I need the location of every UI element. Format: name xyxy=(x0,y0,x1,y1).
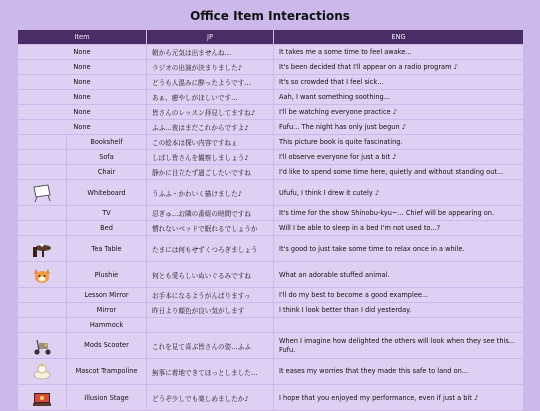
table-row xyxy=(18,288,523,302)
table-row xyxy=(18,150,523,164)
item-name: None xyxy=(18,45,146,59)
table-row xyxy=(18,206,523,220)
item-name: Sofa xyxy=(67,150,146,164)
item-icon-cell xyxy=(18,262,66,287)
table-header-row xyxy=(18,30,523,44)
item-name: Plushie xyxy=(67,262,146,287)
table-row xyxy=(18,318,523,332)
column-header-item: Item xyxy=(18,30,146,44)
jp-line: しばし皆さんを観察しましょう♪ xyxy=(147,150,273,164)
jp-line: 朝から元気は出ませんね… xyxy=(147,45,273,59)
jp-line: ふふ…夜はまだこれからですよ♪ xyxy=(147,120,273,134)
icon-cell-empty xyxy=(18,165,66,179)
jp-line: 皆さんのレッスン拝見してますね♪ xyxy=(147,105,273,119)
table-row xyxy=(18,120,523,134)
table-row xyxy=(18,60,523,74)
table-row xyxy=(18,90,523,104)
table-row xyxy=(18,135,523,149)
jp-line xyxy=(147,318,273,332)
item-name: Illusion Stage xyxy=(67,385,146,410)
eng-line: I think I look better than I did yesterday. xyxy=(274,303,523,317)
eng-line: I'll be watching everyone practice ♪ xyxy=(274,105,523,119)
jp-line: これを見て喜ぶ皆さんの姿…ふふ xyxy=(147,333,273,358)
item-icon-cell xyxy=(18,385,66,410)
jp-line: 何とも愛らしいぬいぐるみですね xyxy=(147,262,273,287)
jp-line: 慣れないベッドで眠れるでしょうか xyxy=(147,221,273,235)
eng-line: It takes me a some time to feel awake... xyxy=(274,45,523,59)
icon-cell-empty xyxy=(18,150,66,164)
eng-line: Ufufu, I think I drew it cutely ♪ xyxy=(274,180,523,205)
item-name: Tea Table xyxy=(67,236,146,261)
item-name: TV xyxy=(67,206,146,220)
item-icon-cell xyxy=(18,180,66,205)
item-name: Mascot Trampoline xyxy=(67,359,146,384)
item-interactions-table xyxy=(17,29,524,411)
item-icon-cell xyxy=(18,359,66,384)
item-name: None xyxy=(18,105,146,119)
whiteboard-icon xyxy=(31,183,53,203)
table-row xyxy=(18,385,523,410)
table-row xyxy=(18,333,523,358)
jp-line: 静かに目立たず過ごしたいですね xyxy=(147,165,273,179)
jp-line: うふふ・かわいく描けました♪ xyxy=(147,180,273,205)
table-row xyxy=(18,303,523,317)
eng-line: Aah, I want something soothing... xyxy=(274,90,523,104)
trampoline-icon xyxy=(31,362,53,382)
item-name: None xyxy=(18,75,146,89)
table-row xyxy=(18,262,523,287)
page-title: Office Item Interactions xyxy=(190,9,350,23)
item-icon-cell xyxy=(18,236,66,261)
jp-line: どうぞ少しでも楽しめましたか♪ xyxy=(147,385,273,410)
tea-table-icon xyxy=(31,239,53,259)
column-header-jp: JP xyxy=(147,30,273,44)
item-name: None xyxy=(18,60,146,74)
jp-line: どうも人混みに酔ったようです… xyxy=(147,75,273,89)
icon-cell-empty xyxy=(18,221,66,235)
eng-line: I'll do my best to become a good examplee... xyxy=(274,288,523,302)
plushie-icon xyxy=(31,265,53,285)
icon-cell-empty xyxy=(18,318,66,332)
table-row xyxy=(18,75,523,89)
item-name: Lesson Mirror xyxy=(67,288,146,302)
eng-line xyxy=(274,318,523,332)
icon-cell-empty xyxy=(18,288,66,302)
jp-line: ラジオの出演が決まりました♪ xyxy=(147,60,273,74)
table-row xyxy=(18,359,523,384)
jp-line: 無事に着地できてほっとしました… xyxy=(147,359,273,384)
table-row xyxy=(18,221,523,235)
item-name: Bed xyxy=(67,221,146,235)
jp-line: 昨日より顔色が良い気がします xyxy=(147,303,273,317)
item-name: Hammock xyxy=(67,318,146,332)
jp-line: この絵本は探い内容ですねぇ xyxy=(147,135,273,149)
eng-line: What an adorable stuffed animal. xyxy=(274,262,523,287)
icon-cell-empty xyxy=(18,135,66,149)
eng-line: This picture book is quite fascinating. xyxy=(274,135,523,149)
eng-line: It's been decided that I'll appear on a radio program ♪ xyxy=(274,60,523,74)
icon-cell-empty xyxy=(18,206,66,220)
eng-line: It's good to just take some time to relax once in a while. xyxy=(274,236,523,261)
eng-line: I'd like to spend some time here, quietly and without standing out... xyxy=(274,165,523,179)
eng-line: Will I be able to sleep in a bed I'm not used to...? xyxy=(274,221,523,235)
eng-line: It's time for the show Shinobu-kyu~... Chief will be appearing on. xyxy=(274,206,523,220)
eng-line: Fufu... The night has only just begun ♪ xyxy=(274,120,523,134)
item-name: Bookshelf xyxy=(67,135,146,149)
item-name: None xyxy=(18,90,146,104)
table-row xyxy=(18,236,523,261)
eng-line: When I imagine how delighted the others will look when they see this... Fufu. xyxy=(274,333,523,358)
column-header-eng: ENG xyxy=(274,30,523,44)
eng-line: It eases my worries that they made this safe to land on... xyxy=(274,359,523,384)
item-name: None xyxy=(18,120,146,134)
item-icon-cell xyxy=(18,333,66,358)
item-name: Mirror xyxy=(67,303,146,317)
jp-line: たまには何もせずくつろぎましょう xyxy=(147,236,273,261)
item-name: Mods Scooter xyxy=(67,333,146,358)
table-row xyxy=(18,105,523,119)
eng-line: It's so crowded that I feel sick... xyxy=(274,75,523,89)
item-name: Whiteboard xyxy=(67,180,146,205)
scooter-icon xyxy=(31,336,53,356)
table-row xyxy=(18,45,523,59)
item-name: Chair xyxy=(67,165,146,179)
eng-line: I hope that you enjoyed my performance, even if just a bit ♪ xyxy=(274,385,523,410)
jp-line: 忍ぎゅ…お隣の番組の時間ですね xyxy=(147,206,273,220)
jp-line: お手本になるようがんばりますっ xyxy=(147,288,273,302)
jp-line: あぁ、癒やしがほしいです… xyxy=(147,90,273,104)
table-row xyxy=(18,165,523,179)
table-row xyxy=(18,180,523,205)
eng-line: I'll observe everyone for just a bit ♪ xyxy=(274,150,523,164)
icon-cell-empty xyxy=(18,303,66,317)
